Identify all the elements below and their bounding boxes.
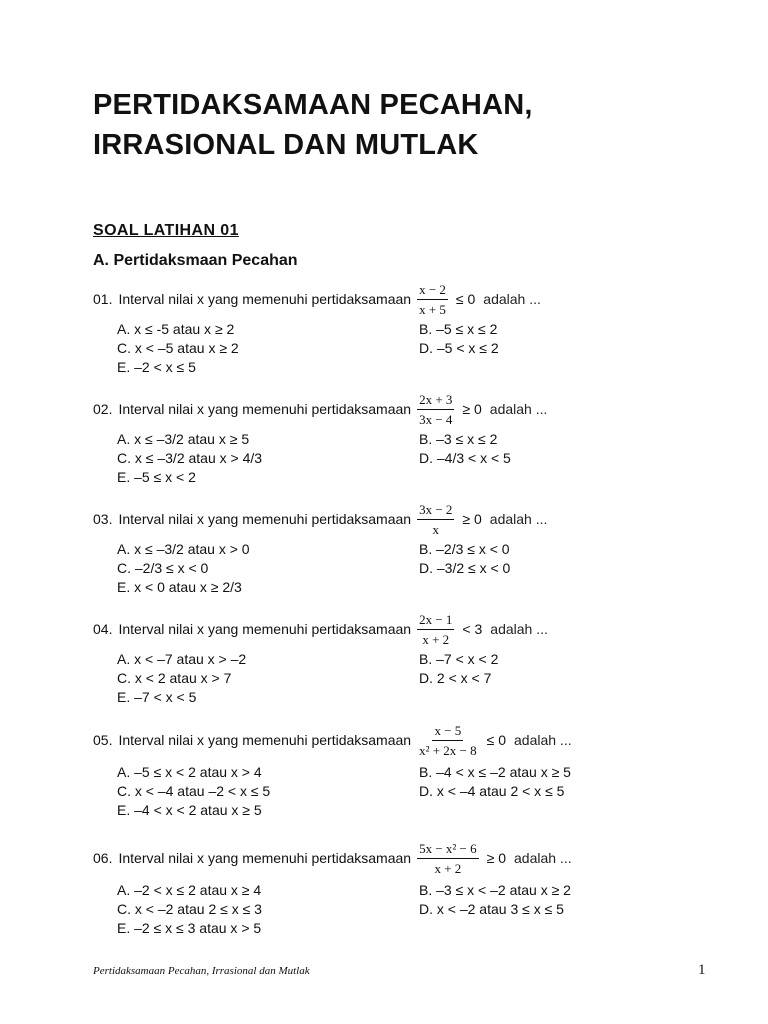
option-b: B. –5 ≤ x ≤ 2 bbox=[419, 321, 498, 337]
page-footer: Pertidaksamaan Pecahan, Irrasional dan Mutlak bbox=[93, 965, 310, 977]
question-line bbox=[93, 836, 713, 880]
question-line bbox=[93, 718, 713, 762]
relation: ≥ 0 bbox=[462, 401, 482, 417]
question-3 bbox=[93, 497, 713, 595]
question-number: 01. bbox=[93, 291, 113, 307]
option-d: D. –3/2 ≤ x < 0 bbox=[419, 560, 511, 576]
relation: ≤ 0 bbox=[455, 291, 476, 307]
question-4 bbox=[93, 607, 713, 705]
option-a: A. x ≤ –3/2 atau x ≥ 5 bbox=[117, 431, 250, 447]
relation: ≥ 0 bbox=[486, 850, 506, 866]
option-e: E. –4 < x < 2 atau x ≥ 5 bbox=[117, 802, 262, 818]
fraction-denominator: x + 2 bbox=[422, 631, 450, 647]
fraction-denominator: 3x − 4 bbox=[419, 411, 453, 427]
option-a: A. –5 ≤ x < 2 atau x > 4 bbox=[117, 764, 262, 780]
relation: ≥ 0 bbox=[462, 511, 482, 527]
question-1 bbox=[93, 277, 713, 375]
question-line bbox=[93, 497, 713, 541]
option-a: A. x ≤ –3/2 atau x > 0 bbox=[117, 541, 250, 557]
question-number: 03. bbox=[93, 511, 113, 527]
option-b: B. –4 < x ≤ –2 atau x ≥ 5 bbox=[419, 764, 571, 780]
option-b: B. –7 < x < 2 bbox=[419, 651, 499, 667]
fraction-numerator: x − 5 bbox=[432, 723, 463, 741]
question-line bbox=[93, 277, 713, 321]
option-c: C. –2/3 ≤ x < 0 bbox=[117, 560, 209, 576]
fraction bbox=[417, 841, 479, 876]
option-c: C. x < –2 atau 2 ≤ x ≤ 3 bbox=[117, 901, 262, 917]
option-d: D. x < –4 atau 2 < x ≤ 5 bbox=[419, 783, 565, 799]
option-e: E. x < 0 atau x ≥ 2/3 bbox=[117, 579, 242, 595]
fraction bbox=[417, 392, 454, 427]
relation: ≤ 0 bbox=[486, 732, 506, 748]
option-d: D. 2 < x < 7 bbox=[419, 670, 492, 686]
option-b: B. –3 ≤ x < –2 atau x ≥ 2 bbox=[419, 882, 571, 898]
fraction-denominator: x + 5 bbox=[419, 301, 446, 317]
fraction-numerator: 5x − x² − 6 bbox=[417, 841, 479, 859]
fraction bbox=[417, 502, 454, 537]
option-a: A. x < –7 atau x > –2 bbox=[117, 651, 247, 667]
question-tail: adalah ... bbox=[514, 850, 572, 866]
option-d: D. –4/3 < x < 5 bbox=[419, 450, 511, 466]
fraction-numerator: x − 2 bbox=[417, 282, 448, 300]
question-number: 06. bbox=[93, 850, 113, 866]
fraction bbox=[417, 612, 454, 647]
option-c: C. x < –4 atau –2 < x ≤ 5 bbox=[117, 783, 271, 799]
fraction-denominator: x + 2 bbox=[434, 860, 462, 876]
option-d: D. –5 < x ≤ 2 bbox=[419, 340, 499, 356]
subsection-heading: A. Pertidaksmaan Pecahan bbox=[93, 252, 298, 269]
question-text: Interval nilai x yang memenuhi pertidaksamaan bbox=[118, 621, 412, 637]
option-a: A. x ≤ -5 atau x ≥ 2 bbox=[117, 321, 235, 337]
question-tail: adalah ... bbox=[489, 511, 548, 527]
question-5 bbox=[93, 718, 713, 818]
question-number: 02. bbox=[93, 401, 113, 417]
fraction bbox=[417, 282, 448, 317]
fraction-numerator: 2x + 3 bbox=[417, 392, 454, 410]
fraction-denominator: x² + 2x − 8 bbox=[419, 742, 477, 758]
question-text: Interval nilai x yang memenuhi pertidaksamaan bbox=[118, 850, 412, 866]
option-c: C. x ≤ –3/2 atau x > 4/3 bbox=[117, 450, 263, 466]
option-c: C. x < –5 atau x ≥ 2 bbox=[117, 340, 239, 356]
title-line-1: PERTIDAKSAMAAN PECAHAN, bbox=[93, 89, 533, 121]
question-tail: adalah ... bbox=[514, 732, 572, 748]
option-b: B. –3 ≤ x ≤ 2 bbox=[419, 431, 498, 447]
option-a: A. –2 < x ≤ 2 atau x ≥ 4 bbox=[117, 882, 262, 898]
question-line bbox=[93, 607, 713, 651]
page-number: 1 bbox=[698, 962, 706, 978]
question-tail: adalah ... bbox=[490, 621, 548, 637]
question-text: Interval nilai x yang memenuhi pertidaksamaan bbox=[118, 511, 412, 527]
title-line-2: IRRASIONAL DAN MUTLAK bbox=[93, 129, 479, 161]
option-e: E. –2 ≤ x ≤ 3 atau x > 5 bbox=[117, 920, 262, 936]
question-number: 05. bbox=[93, 732, 113, 748]
question-number: 04. bbox=[93, 621, 113, 637]
page-title bbox=[93, 85, 533, 165]
question-2 bbox=[93, 387, 713, 485]
question-tail: adalah ... bbox=[483, 291, 541, 307]
question-tail: adalah ... bbox=[489, 401, 548, 417]
question-text: Interval nilai x yang memenuhi pertidaksamaan bbox=[118, 291, 412, 307]
question-6 bbox=[93, 836, 713, 936]
option-d: D. x < –2 atau 3 ≤ x ≤ 5 bbox=[419, 901, 564, 917]
option-e: E. –5 ≤ x < 2 bbox=[117, 469, 196, 485]
fraction-numerator: 3x − 2 bbox=[417, 502, 454, 520]
fraction bbox=[417, 723, 479, 758]
option-e: E. –7 < x < 5 bbox=[117, 689, 197, 705]
fraction-denominator: x bbox=[432, 521, 439, 537]
option-c: C. x < 2 atau x > 7 bbox=[117, 670, 232, 686]
option-b: B. –2/3 ≤ x < 0 bbox=[419, 541, 510, 557]
section-heading: SOAL LATIHAN 01 bbox=[93, 222, 239, 239]
question-text: Interval nilai x yang memenuhi pertidaksamaan bbox=[118, 732, 412, 748]
relation: < 3 bbox=[462, 621, 483, 637]
question-line bbox=[93, 387, 713, 431]
fraction-numerator: 2x − 1 bbox=[417, 612, 454, 630]
option-e: E. –2 < x ≤ 5 bbox=[117, 359, 196, 375]
question-text: Interval nilai x yang memenuhi pertidaksamaan bbox=[118, 401, 412, 417]
